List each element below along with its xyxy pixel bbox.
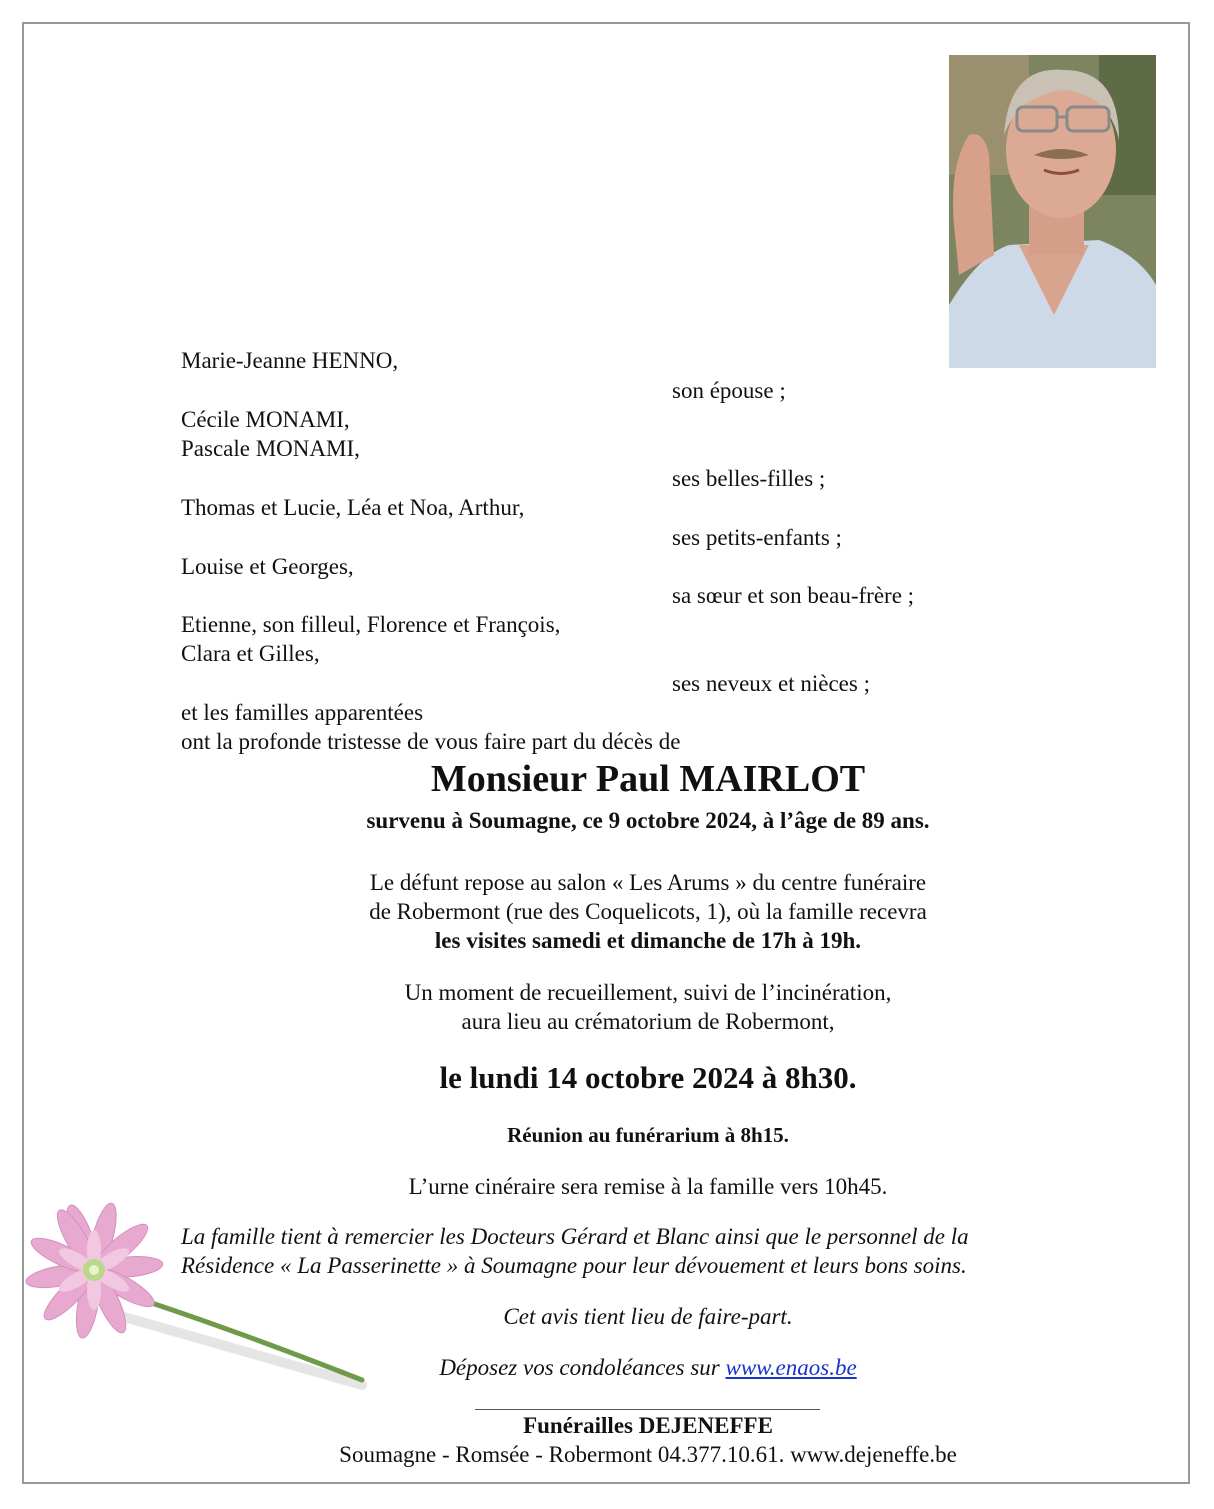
deceased-name: Monsieur Paul MAIRLOT [430, 758, 866, 800]
spouse-role: son épouse ; [672, 378, 786, 403]
grandchildren-names: Thomas et Lucie, Léa et Noa, Arthur, [181, 495, 525, 520]
nephews-role: ses neveux et nièces ; [672, 671, 870, 696]
condolences-prefix: Déposez vos condoléances sur [439, 1355, 726, 1380]
notice-text: Cet avis tient lieu de faire-part. [503, 1304, 793, 1329]
visit-line-2: de Robermont (rue des Coquelicots, 1), où la famille recevra [369, 899, 927, 924]
urn-notice: L’urne cinéraire sera remise à la famille vers 10h45. [408, 1174, 888, 1199]
meeting-time: Réunion au funérarium à 8h15. [507, 1123, 789, 1147]
visit-line-1: Le défunt repose au salon « Les Arums » du centre funéraire [369, 870, 927, 895]
flower-decoration [22, 1195, 382, 1425]
nephews-line-2: Clara et Gilles, [181, 641, 320, 666]
portrait-photo [949, 55, 1156, 368]
daughter-in-law-1: Cécile MONAMI, [181, 407, 350, 432]
ceremony-date: le lundi 14 octobre 2024 à 8h30. [439, 1060, 857, 1095]
sister-role: sa sœur et son beau-frère ; [672, 583, 915, 608]
nephews-line-1: Etienne, son filleul, Florence et François, [181, 612, 561, 637]
thanks-line-1: La famille tient à remercier les Docteurs Gérard et Blanc ainsi que le personnel de la [181, 1224, 969, 1249]
closing-line-2: ont la profonde tristesse de vous faire part du décès de [181, 729, 681, 754]
footer-divider [475, 1409, 820, 1410]
sister-names: Louise et Georges, [181, 554, 354, 579]
ceremony-line-2: aura lieu au crématorium de Robermont, [461, 1009, 835, 1034]
closing-line-1: et les familles apparentées [181, 700, 424, 725]
daughters-in-law-role: ses belles-filles ; [672, 466, 826, 491]
grandchildren-role: ses petits-enfants ; [672, 525, 842, 550]
visit-line-3: les visites samedi et dimanche de 17h à 19h. [434, 928, 862, 953]
spouse-name: Marie-Jeanne HENNO, [181, 348, 399, 373]
funeral-home-contact: Soumagne - Romsée - Robermont 04.377.10.61. www.dejeneffe.be [339, 1442, 957, 1467]
condolences-line [300, 1353, 996, 1382]
condolences-link[interactable]: www.enaos.be [725, 1355, 857, 1380]
ceremony-line-1: Un moment de recueillement, suivi de l’incinération, [404, 980, 892, 1005]
deceased-details: survenu à Soumagne, ce 9 octobre 2024, à l’âge de 89 ans. [366, 808, 930, 833]
thanks-line-2: Résidence « La Passerinette » à Soumagne pour leur dévouement et leurs bons soins. [181, 1253, 967, 1278]
daughter-in-law-2: Pascale MONAMI, [181, 436, 360, 461]
funeral-home-name: Funérailles DEJENEFFE [523, 1413, 773, 1438]
